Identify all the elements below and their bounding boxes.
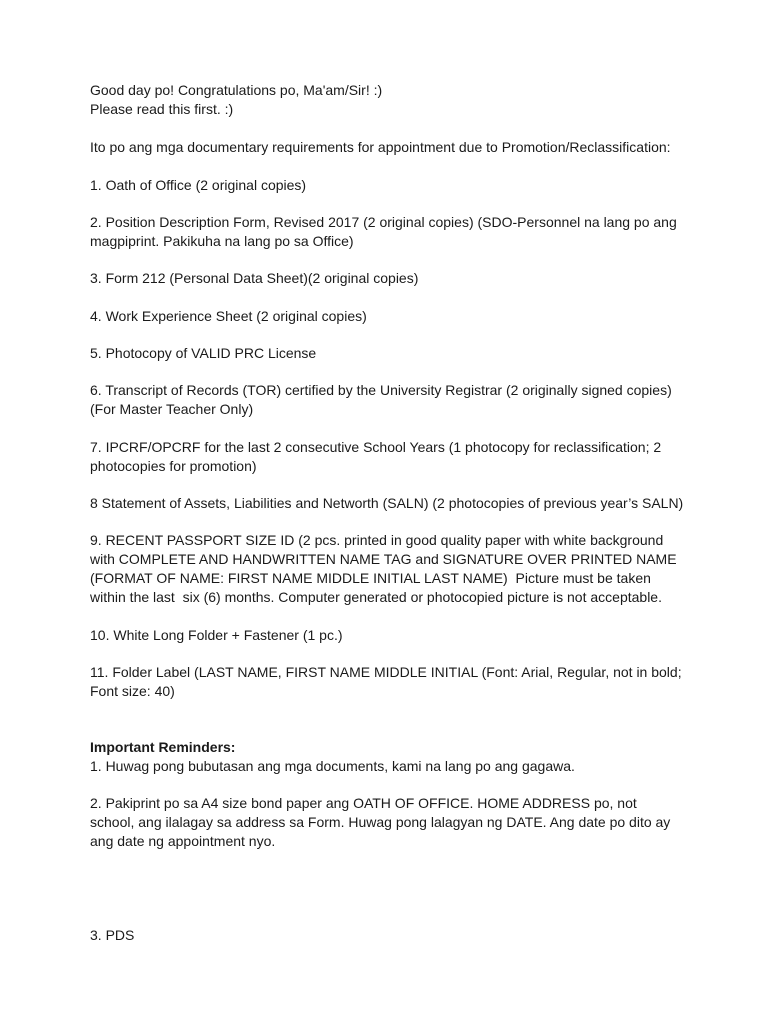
requirement-item-4: 4. Work Experience Sheet (2 original copies) [90, 308, 367, 324]
requirement-item-2: 2. Position Description Form, Revised 2017 (2 original copies) (SDO-Personnel na lang po ang magpiprint. Pakikuha na lang po sa Office) [90, 214, 677, 249]
requirement-item-6: 6. Transcript of Records (TOR) certified by the University Registrar (2 originally signed copies) (For Master Teacher Only) [90, 382, 672, 417]
greeting-line-1: Good day po! Congratulations po, Ma'am/Sir! :) [90, 82, 383, 98]
reminder-item-2: 2. Pakiprint po sa A4 size bond paper ang OATH OF OFFICE. HOME ADDRESS po, not school, ang ilalagay sa address sa Form. Huwag pong lalagyan ng DATE. Ang date po dito ay ang date ng appointment nyo. [90, 795, 671, 849]
intro-text: Ito po ang mga documentary requirements for appointment due to Promotion/Reclassification: [90, 139, 671, 155]
requirement-item-10: 10. White Long Folder + Fastener (1 pc.) [90, 627, 343, 643]
reminder-item-1: 1. Huwag pong bubutasan ang mga documents, kami na lang po ang gagawa. [90, 758, 575, 774]
requirement-item-3: 3. Form 212 (Personal Data Sheet)(2 original copies) [90, 270, 419, 286]
requirement-item-9: 9. RECENT PASSPORT SIZE ID (2 pcs. printed in good quality paper with white background with COMPLETE AND HANDWRITTEN NAME TAG and SIGNATURE OVER PRINTED NAME (FORMAT OF NAME: FIRST NAME MIDDLE INITIAL LAST NAME) Picture must be taken within the last six (6) months. Computer generated or photocopied picture is not acceptable. [90, 532, 677, 605]
greeting-line-2: Please read this first. :) [90, 101, 234, 117]
requirement-item-1: 1. Oath of Office (2 original copies) [90, 177, 307, 193]
requirement-item-11: 11. Folder Label (LAST NAME, FIRST NAME MIDDLE INITIAL (Font: Arial, Regular, not in bold; Font size: 40) [90, 664, 682, 699]
reminder-item-3: 3. PDS [90, 927, 135, 943]
requirement-item-5: 5. Photocopy of VALID PRC License [90, 345, 317, 361]
requirement-item-7: 7. IPCRF/OPCRF for the last 2 consecutive School Years (1 photocopy for reclassification; 2 photocopies for promotion) [90, 439, 662, 474]
reminders-heading: Important Reminders: [90, 739, 236, 755]
requirement-item-8: 8 Statement of Assets, Liabilities and Networth (SALN) (2 photocopies of previous year’s SALN) [90, 495, 684, 511]
